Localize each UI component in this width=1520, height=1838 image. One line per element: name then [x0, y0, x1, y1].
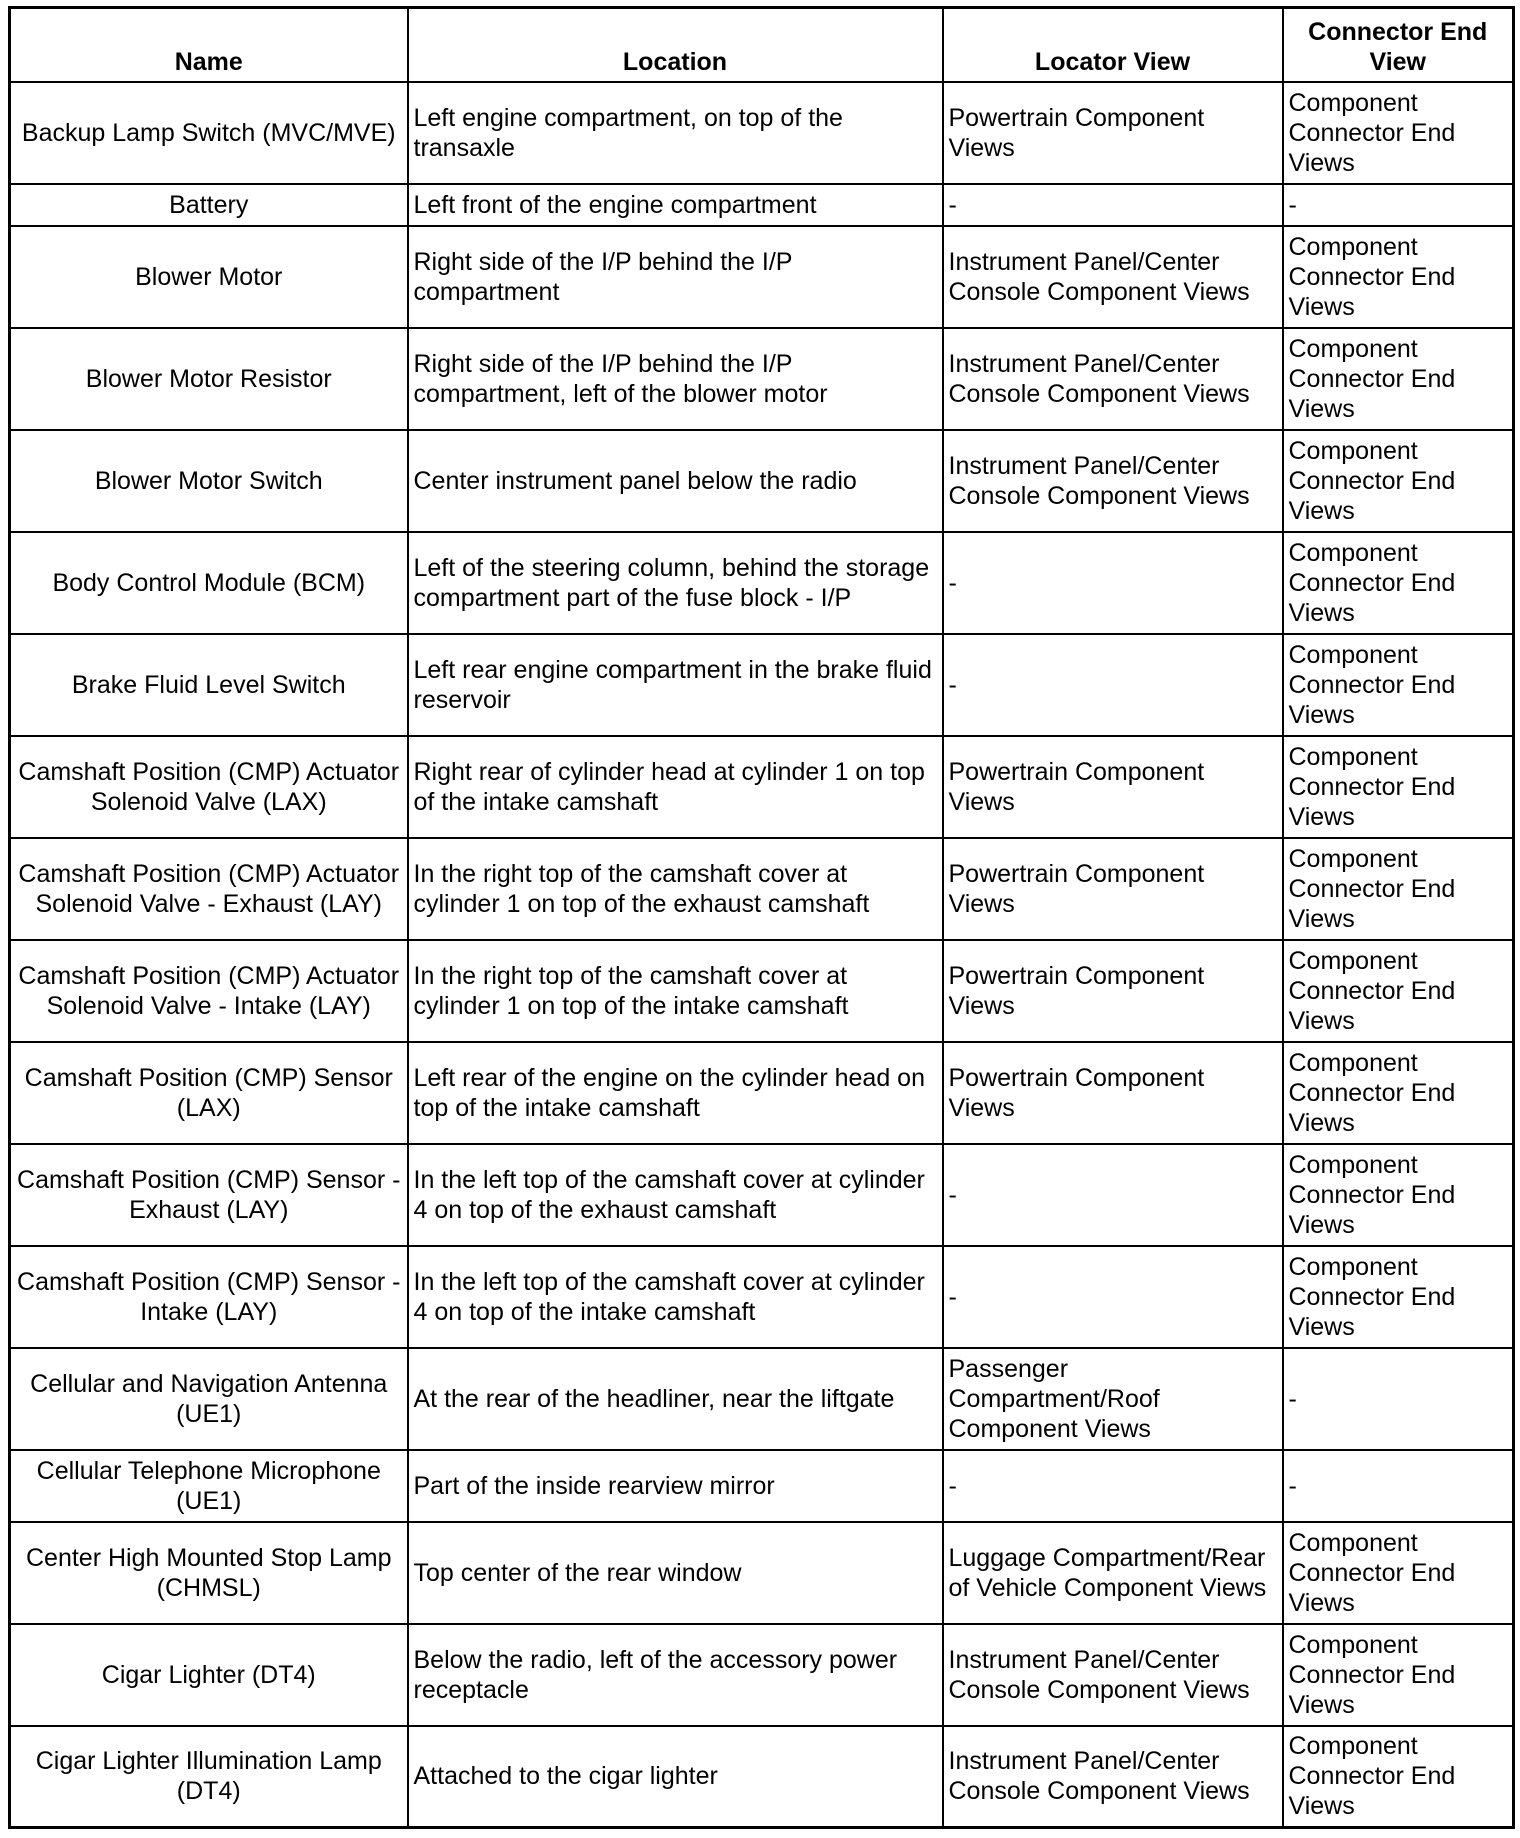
- header-connector-end-view: Connector End View: [1283, 8, 1514, 82]
- header-name: Name: [10, 8, 408, 82]
- cell-location: Left of the steering column, behind the storage compartment part of the fuse block - I/P: [408, 532, 943, 634]
- cell-locator-view: Powertrain Component Views: [943, 1042, 1283, 1144]
- component-locator-table: [8, 6, 1515, 1829]
- cell-name: Body Control Module (BCM): [10, 532, 408, 634]
- cell-locator-view: -: [943, 634, 1283, 736]
- cell-name: Camshaft Position (CMP) Actuator Solenoid Valve - Exhaust (LAY): [10, 838, 408, 940]
- cell-connector-end-view: Component Connector End Views: [1283, 838, 1514, 940]
- cell-name: Camshaft Position (CMP) Actuator Solenoid Valve (LAX): [10, 736, 408, 838]
- table-row: [10, 184, 1514, 226]
- table-row: [10, 1042, 1514, 1144]
- cell-name: Blower Motor: [10, 226, 408, 328]
- cell-locator-view: -: [943, 1450, 1283, 1522]
- table-header-row: [10, 8, 1514, 82]
- cell-locator-view: Luggage Compartment/Rear of Vehicle Component Views: [943, 1522, 1283, 1624]
- cell-name: Brake Fluid Level Switch: [10, 634, 408, 736]
- cell-name: Camshaft Position (CMP) Sensor - Exhaust (LAY): [10, 1144, 408, 1246]
- cell-name: Cellular and Navigation Antenna (UE1): [10, 1348, 408, 1450]
- table-body: [10, 82, 1514, 1828]
- cell-name: Camshaft Position (CMP) Sensor (LAX): [10, 1042, 408, 1144]
- cell-connector-end-view: -: [1283, 184, 1514, 226]
- cell-locator-view: -: [943, 1144, 1283, 1246]
- cell-name: Center High Mounted Stop Lamp (CHMSL): [10, 1522, 408, 1624]
- table-row: [10, 736, 1514, 838]
- table-row: [10, 328, 1514, 430]
- cell-locator-view: Instrument Panel/Center Console Component Views: [943, 328, 1283, 430]
- cell-location: In the right top of the camshaft cover at cylinder 1 on top of the exhaust camshaft: [408, 838, 943, 940]
- cell-locator-view: Powertrain Component Views: [943, 940, 1283, 1042]
- cell-locator-view: -: [943, 184, 1283, 226]
- cell-connector-end-view: Component Connector End Views: [1283, 532, 1514, 634]
- cell-locator-view: Powertrain Component Views: [943, 736, 1283, 838]
- cell-connector-end-view: Component Connector End Views: [1283, 634, 1514, 736]
- cell-location: Left rear engine compartment in the brake fluid reservoir: [408, 634, 943, 736]
- cell-connector-end-view: -: [1283, 1450, 1514, 1522]
- cell-location: Top center of the rear window: [408, 1522, 943, 1624]
- table-row: [10, 1522, 1514, 1624]
- cell-locator-view: Instrument Panel/Center Console Component Views: [943, 1624, 1283, 1726]
- cell-name: Blower Motor Switch: [10, 430, 408, 532]
- cell-connector-end-view: -: [1283, 1348, 1514, 1450]
- cell-location: Left rear of the engine on the cylinder head on top of the intake camshaft: [408, 1042, 943, 1144]
- cell-locator-view: Instrument Panel/Center Console Component Views: [943, 226, 1283, 328]
- cell-location: Left engine compartment, on top of the transaxle: [408, 82, 943, 184]
- table-row: [10, 634, 1514, 736]
- cell-location: Right side of the I/P behind the I/P compartment: [408, 226, 943, 328]
- table-row: [10, 1624, 1514, 1726]
- table-row: [10, 1726, 1514, 1828]
- cell-name: Blower Motor Resistor: [10, 328, 408, 430]
- component-locator-table-container: [8, 6, 1515, 1829]
- cell-connector-end-view: Component Connector End Views: [1283, 82, 1514, 184]
- table-row: [10, 1144, 1514, 1246]
- table-row: [10, 82, 1514, 184]
- cell-locator-view: Powertrain Component Views: [943, 82, 1283, 184]
- cell-connector-end-view: Component Connector End Views: [1283, 1624, 1514, 1726]
- table-row: [10, 226, 1514, 328]
- cell-connector-end-view: Component Connector End Views: [1283, 1042, 1514, 1144]
- table-row: [10, 1348, 1514, 1450]
- cell-name: Cellular Telephone Microphone (UE1): [10, 1450, 408, 1522]
- cell-location: At the rear of the headliner, near the liftgate: [408, 1348, 943, 1450]
- table-row: [10, 1246, 1514, 1348]
- table-row: [10, 532, 1514, 634]
- cell-connector-end-view: Component Connector End Views: [1283, 430, 1514, 532]
- cell-name: Camshaft Position (CMP) Sensor - Intake (LAY): [10, 1246, 408, 1348]
- cell-connector-end-view: Component Connector End Views: [1283, 736, 1514, 838]
- cell-name: Camshaft Position (CMP) Actuator Solenoid Valve - Intake (LAY): [10, 940, 408, 1042]
- header-locator-view: Locator View: [943, 8, 1283, 82]
- cell-location: Right side of the I/P behind the I/P compartment, left of the blower motor: [408, 328, 943, 430]
- cell-locator-view: -: [943, 532, 1283, 634]
- cell-location: In the right top of the camshaft cover at cylinder 1 on top of the intake camshaft: [408, 940, 943, 1042]
- header-location: Location: [408, 8, 943, 82]
- cell-name: Cigar Lighter (DT4): [10, 1624, 408, 1726]
- cell-connector-end-view: Component Connector End Views: [1283, 1522, 1514, 1624]
- cell-connector-end-view: Component Connector End Views: [1283, 1246, 1514, 1348]
- cell-name: Battery: [10, 184, 408, 226]
- cell-name: Backup Lamp Switch (MVC/MVE): [10, 82, 408, 184]
- cell-connector-end-view: Component Connector End Views: [1283, 1726, 1514, 1828]
- table-row: [10, 430, 1514, 532]
- cell-locator-view: Instrument Panel/Center Console Component Views: [943, 1726, 1283, 1828]
- cell-connector-end-view: Component Connector End Views: [1283, 940, 1514, 1042]
- cell-location: In the left top of the camshaft cover at cylinder 4 on top of the exhaust camshaft: [408, 1144, 943, 1246]
- cell-location: Left front of the engine compartment: [408, 184, 943, 226]
- cell-location: Below the radio, left of the accessory power receptacle: [408, 1624, 943, 1726]
- cell-locator-view: Instrument Panel/Center Console Component Views: [943, 430, 1283, 532]
- cell-connector-end-view: Component Connector End Views: [1283, 1144, 1514, 1246]
- table-row: [10, 838, 1514, 940]
- cell-location: Center instrument panel below the radio: [408, 430, 943, 532]
- cell-name: Cigar Lighter Illumination Lamp (DT4): [10, 1726, 408, 1828]
- cell-locator-view: -: [943, 1246, 1283, 1348]
- cell-location: Part of the inside rearview mirror: [408, 1450, 943, 1522]
- cell-locator-view: Passenger Compartment/Roof Component Views: [943, 1348, 1283, 1450]
- cell-locator-view: Powertrain Component Views: [943, 838, 1283, 940]
- table-row: [10, 940, 1514, 1042]
- cell-location: Attached to the cigar lighter: [408, 1726, 943, 1828]
- cell-connector-end-view: Component Connector End Views: [1283, 226, 1514, 328]
- cell-connector-end-view: Component Connector End Views: [1283, 328, 1514, 430]
- cell-location: In the left top of the camshaft cover at cylinder 4 on top of the intake camshaft: [408, 1246, 943, 1348]
- table-row: [10, 1450, 1514, 1522]
- cell-location: Right rear of cylinder head at cylinder 1 on top of the intake camshaft: [408, 736, 943, 838]
